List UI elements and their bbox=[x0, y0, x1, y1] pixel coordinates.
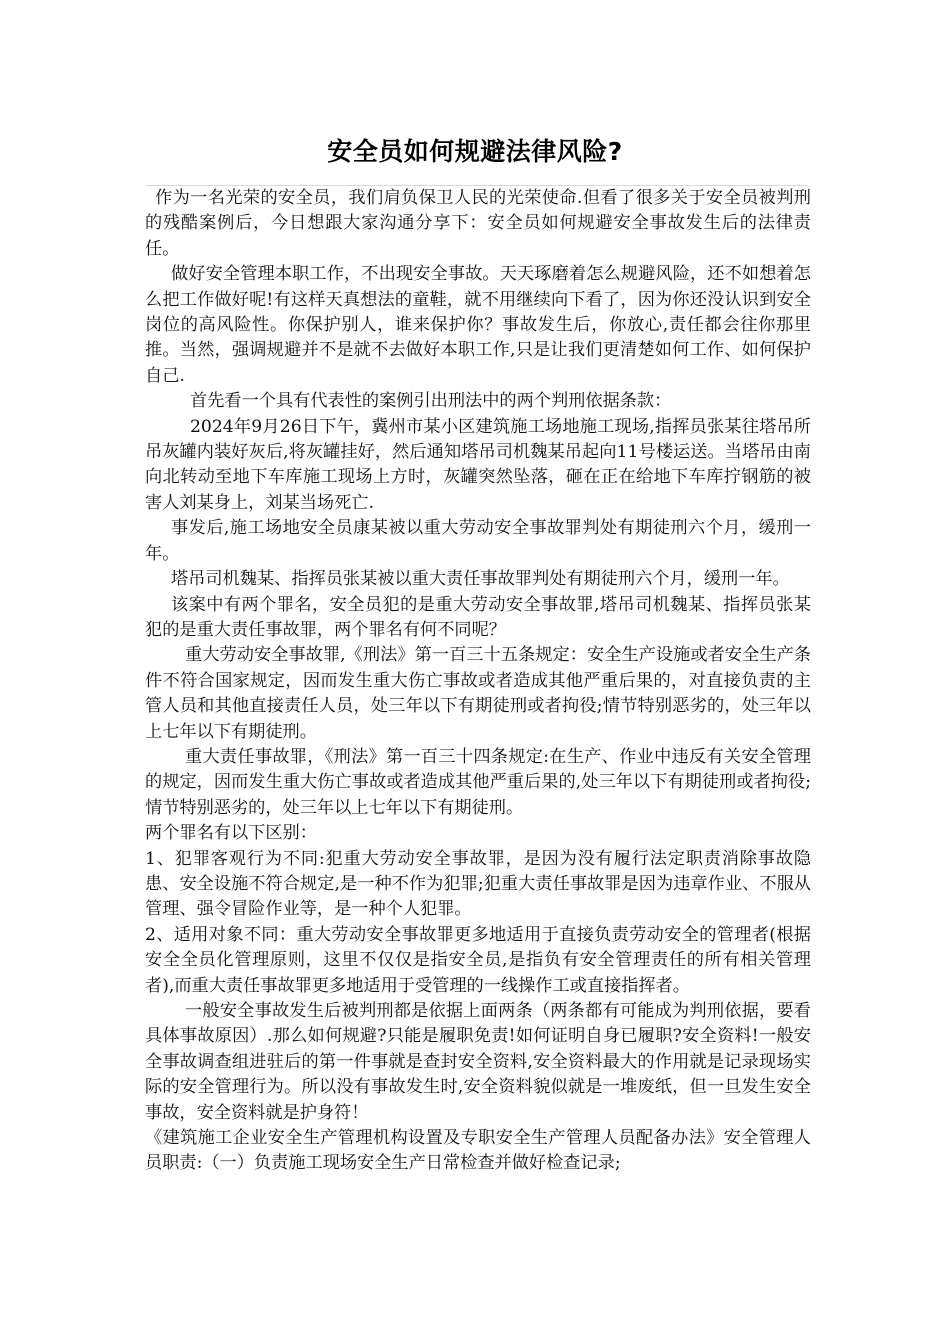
paragraph-operator-sentence: 塔吊司机魏某、指挥员张某被以重大责任事故罪判处有期徒刑六个月，缓刑一年。 bbox=[171, 569, 790, 590]
paragraph-article-134: 重大责任事故罪，《刑法》第一百三十四条规定:在生产、作业中违反有关安全管理的规定，因而发生重大伤亡事故或者造成其他严重后果的,处三年以下有期徒刑或者拘役;情节特别恶劣的，处三年以上七年以下有期徒刑。 bbox=[145, 746, 811, 818]
paragraph-article-135: 重大劳动安全事故罪,《刑法》第一百三十五条规定：安全生产设施或者安全生产条件不符合国家规定，因而发生重大伤亡事故或者造成其他严重后果的，对直接负责的主管人员和其他直接责任人员，处三年以下有期徒刑或者拘役;情节特别恶劣的，处三年以上七年以下有期徒刑。 bbox=[145, 645, 811, 742]
list-item-difference-2: 2、适用对象不同：重大劳动安全事故罪更多地适用于直接负责劳动安全的管理者(根据安全全员化管理原则，这里不仅仅是指安全员,是指负有安全管理责任的所有相关管理者),而重大责任事故罪更多地适用于受管理的一线操作工或直接指挥者。 bbox=[145, 924, 811, 996]
paragraph-two-crimes: 该案中有两个罪名，安全员犯的是重大劳动安全事故罪,塔吊司机魏某、指挥员张某犯的是重大责任事故罪，两个罪名有何不同呢？ bbox=[145, 594, 811, 640]
paragraph-intro: 作为一名光荣的安全员，我们肩负保卫人民的光荣使命.但看了很多关于安全员被判刑的残酷案例后，今日想跟大家沟通分享下：安全员如何规避安全事故发生后的法律责任。 bbox=[145, 188, 811, 259]
paragraph-safety-officer-sentence: 事发后,施工场地安全员康某被以重大劳动安全事故罪判处有期徒刑六个月，缓刑一年。 bbox=[145, 518, 811, 564]
list-item-difference-1: 1、犯罪客观行为不同:犯重大劳动安全事故罪，是因为没有履行法定职责消除事故隐患、安全设施不符合规定,是一种不作为犯罪;犯重大责任事故罪是因为违章作业、不服从管理、强令冒险作业等，是一种个人犯罪。 bbox=[145, 848, 811, 920]
document-title: 安全员如何规避法律风险? bbox=[327, 137, 623, 166]
paragraph-case-description: 2024年9月26日下午，冀州市某小区建筑施工场地施工现场,指挥员张某往塔吊所吊灰罐内装好灰后,将灰罐挂好，然后通知塔吊司机魏某吊起向11号楼运送。当塔吊由南向北转动至地下车库施工现场上方时，灰罐突然坠落，砸在正在给地下车库拧钢筋的被害人刘某身上，刘某当场死亡. bbox=[145, 416, 811, 513]
paragraph-do-job-well: 做好安全管理本职工作，不出现安全事故。天天琢磨着怎么规避风险，还不如想着怎么把工作做好呢!有这样天真想法的童鞋，就不用继续向下看了，因为你还没认识到安全岗位的高风险性。你保护别人，谁来保护你？事故发生后，你放心,责任都会往你那里推。当然，强调规避并不是就不去做好本职工作,只是让我们更清楚如何工作、如何保护自己. bbox=[145, 264, 811, 386]
paragraph-differences-heading: 两个罪名有以下区别： bbox=[145, 823, 317, 844]
paragraph-regulation-duties: 《建筑施工企业安全生产管理机构设置及专职安全生产管理人员配备办法》安全管理人员职责:（一）负责施工现场安全生产日常检查并做好检查记录; bbox=[145, 1128, 811, 1174]
paragraph-safety-records: 一般安全事故发生后被判刑都是依据上面两条（两条都有可能成为判刑依据，要看具体事故原因）.那么如何规避?只能是履职免责!如何证明自身已履职?安全资料!一般安全事故调查组进驻后的第一件事就是查封安全资料,安全资料最大的作用就是记录现场实际的安全管理行为。所以没有事故发生时,安全资料貌似就是一堆废纸，但一旦发生安全事故，安全资料就是护身符！ bbox=[145, 1001, 811, 1123]
paragraph-case-intro: 首先看一个具有代表性的案例引出刑法中的两个判刑依据条款： bbox=[190, 391, 672, 412]
document-body bbox=[145, 186, 811, 1177]
